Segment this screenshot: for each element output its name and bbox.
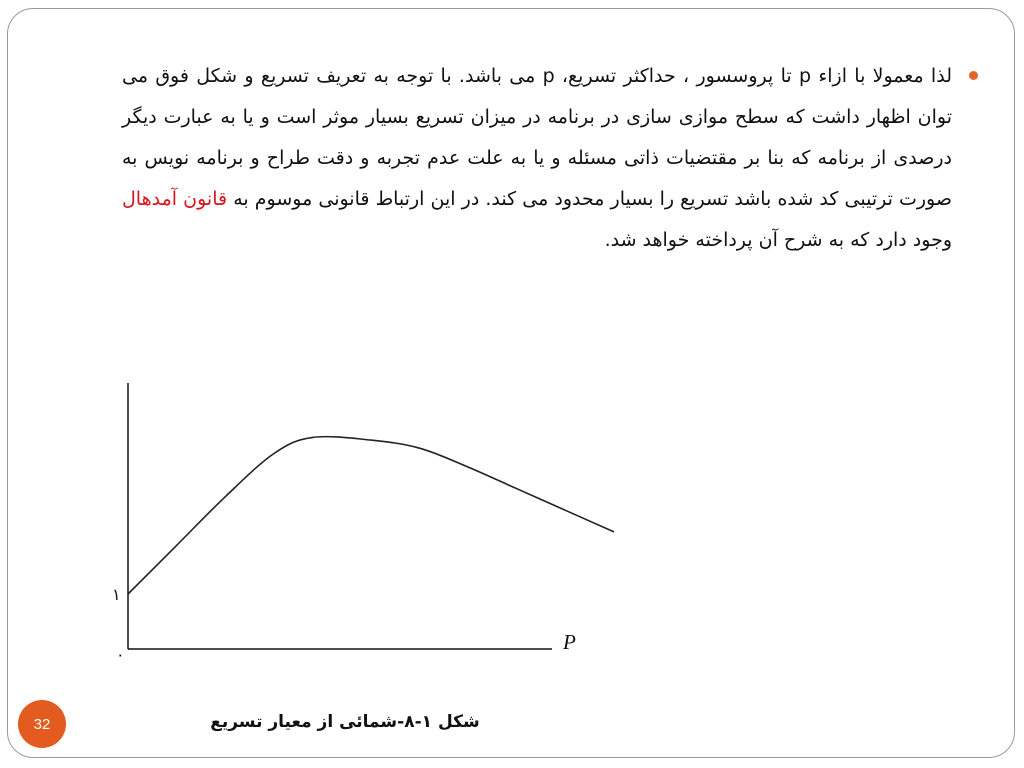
origin-label: ۰ xyxy=(116,645,125,664)
page-number-badge: 32 xyxy=(18,700,66,748)
x-axis-label: P xyxy=(563,630,576,654)
amdahl-law-highlight: قانون آمدهال xyxy=(122,188,228,210)
y-tick-label-one: ۱ xyxy=(112,585,121,604)
figure-caption: شکل ۱-۸-شمائی از معیار تسریع xyxy=(210,712,480,732)
paragraph-text-end: وجود دارد که به شرح آن پرداخته خواهد شد. xyxy=(604,229,952,251)
paragraph-text-start: لذا معمولا با ازاء p تا پروسسور ، حداکثر تسریع، p می باشد. با توجه به تعریف تسریع و شکل فوق می توان اظهار داشت که سطح موازی سازی در برنامه در میزان تسریع بسیار موثر است و یا به عبارت دیگر درصدی از برنامه که بنا بر مقتضیات ذاتی مسئله و یا به علت عدم تجربه و دقت طراح و برنامه نویس به صورت ترتیبی کد شده باشد تسریع را بسیار محدود می کند. در این ارتباط قانونی موسوم به xyxy=(122,65,952,210)
speedup-curve xyxy=(128,437,614,594)
